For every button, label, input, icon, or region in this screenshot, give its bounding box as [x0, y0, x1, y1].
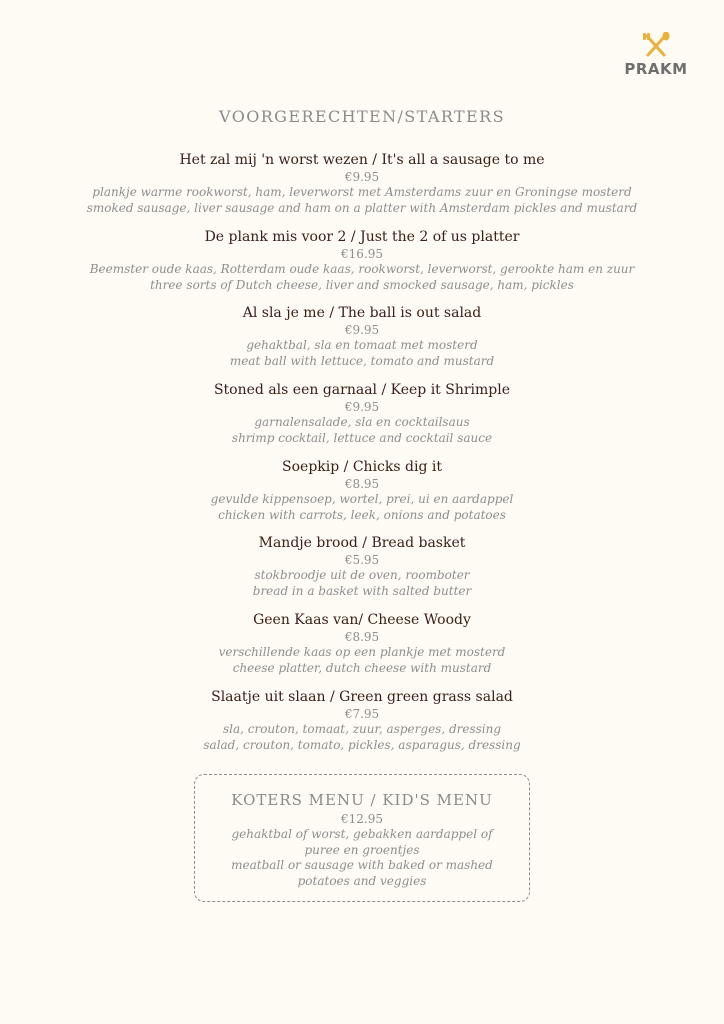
item-price: €9.95 [344, 170, 380, 184]
item-price: €5.95 [344, 553, 380, 568]
item-desc-en: shrimp cocktail, lettuce and cocktail sauce [231, 431, 493, 446]
item-price: €16.95 [341, 246, 383, 261]
item-desc-en: three sorts of Dutch cheese, liver and smocked sausage, ham, pickles [150, 277, 574, 292]
item-name: Al sla je me / The ball is out salad [242, 305, 482, 322]
item-price: €8.95 [344, 476, 380, 491]
menu-item [0, 151, 724, 228]
brand-name: PRAKM [624, 60, 688, 78]
kids-menu-desc-line: gehaktbal of worst, gebakken aardappel of [231, 827, 493, 841]
item-desc-en: cheese platter, dutch cheese with mustard [232, 661, 492, 676]
item-desc-en: chicken with carrots, leek, onions and potatoes [218, 507, 506, 522]
item-name: Geen Kaas van/ Cheese Woody [253, 612, 471, 629]
menu-item [0, 458, 724, 535]
item-price: €8.95 [344, 630, 380, 645]
item-desc-nl: verschillende kaas op een plankje met mosterd [218, 645, 506, 660]
item-desc-nl: gehaktbal, sla en tomaat met mosterd [246, 338, 478, 353]
kids-menu-title: KOTERS MENU / KID'S MENU [231, 791, 493, 809]
menu-item [0, 611, 724, 688]
logo [618, 32, 694, 78]
menu-item [0, 381, 724, 458]
item-desc-nl: plankje warme rookworst, ham, leverworst met Amsterdams zuur en Groningse mosterd [92, 185, 632, 199]
item-desc-en: salad, crouton, tomato, pickles, asparagus, dressing [203, 737, 521, 752]
item-desc-en: smoked sausage, liver sausage and ham on a platter with Amsterdam pickles and mustard [86, 201, 638, 215]
item-price: €7.95 [344, 706, 380, 721]
menu-item [0, 228, 724, 305]
item-desc-nl: stokbroodje uit de oven, roomboter [254, 568, 470, 583]
crossed-cutlery-icon [641, 32, 671, 58]
kids-menu-box [194, 774, 530, 902]
item-desc-en: meat ball with lettuce, tomato and mustard [229, 354, 495, 369]
kids-menu-desc-line: puree en groentjes [304, 842, 420, 857]
item-desc-en: bread in a basket with salted butter [252, 584, 472, 599]
item-desc-nl: Beemster oude kaas, Rotterdam oude kaas, rookworst, leverworst, gerookte ham en zuur [89, 261, 635, 276]
kids-menu-price: €12.95 [341, 812, 383, 826]
item-desc-nl: sla, crouton, tomaat, zuur, asperges, dressing [222, 721, 502, 736]
item-price: €9.95 [344, 323, 380, 338]
menu-item [0, 304, 724, 381]
section-title: VOORGERECHTEN/STARTERS [219, 107, 505, 126]
item-name: Slaatje uit slaan / Green green grass salad [211, 688, 513, 705]
item-desc-nl: garnalensalade, sla en cocktailsaus [254, 415, 470, 430]
item-name: De plank mis voor 2 / Just the 2 of us platter [204, 228, 520, 245]
item-desc-nl: gevulde kippensoep, wortel, prei, ui en aardappel [210, 491, 514, 506]
menu-items [0, 151, 724, 765]
kids-menu-desc-line: potatoes and veggies [297, 873, 427, 888]
item-name: Soepkip / Chicks dig it [282, 458, 442, 475]
item-name: Het zal mij 'n worst wezen / It's all a sausage to me [179, 152, 545, 168]
item-price: €9.95 [344, 400, 380, 415]
menu-item [0, 534, 724, 611]
kids-menu-desc-line: meatball or sausage with baked or mashed [231, 858, 493, 872]
item-name: Stoned als een garnaal / Keep it Shrimple [213, 382, 511, 399]
menu-item [0, 688, 724, 765]
item-name: Mandje brood / Bread basket [258, 535, 466, 552]
